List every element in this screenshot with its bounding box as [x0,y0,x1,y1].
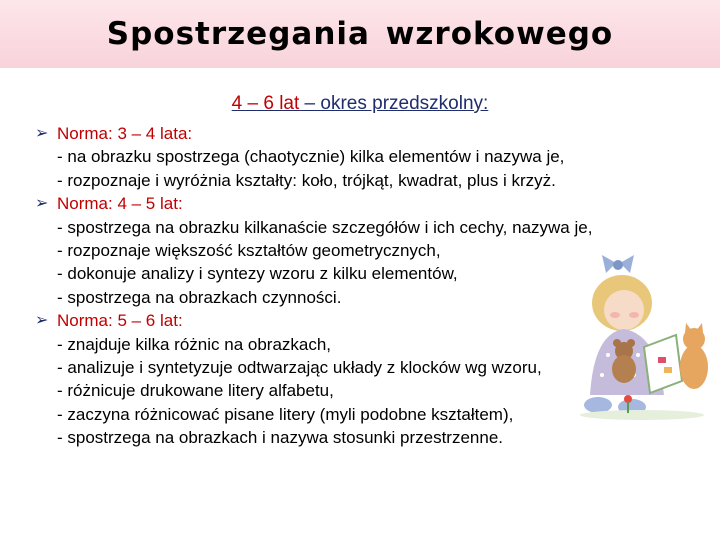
list-item: - na obrazku spostrzega (chaotycznie) kilka elementów i nazywa je, [57,147,565,167]
list-item: - rozpoznaje większość kształtów geometrycznych, [57,241,441,261]
list-item: - dokonuje analizy i syntezy wzoru z kilku elementów, [57,264,458,284]
list-item: - spostrzega na obrazku kilkanaście szczegółów i ich cechy, nazywa je, [57,217,593,237]
girl-reading-illustration [572,255,712,425]
arrow-bullet-icon: ➢ [35,125,49,142]
norm-label: Norma: 3 – 4 lata: [57,124,193,143]
norm-label: Norma: 4 – 5 lat: [57,194,183,214]
list-item: - spostrzega na obrazkach czynności. [57,287,342,307]
list-item: - znajduje kilka różnic na obrazkach, [57,334,332,354]
norm-heading [35,192,705,215]
norm-label: Norma: 5 – 6 lat: [57,311,183,331]
subtitle [0,93,720,115]
arrow-bullet-icon: ➢ [35,195,49,213]
page-title: Spostrzegania wzrokowego [106,16,614,52]
subtitle-rest: – okres przedszkolny: [299,93,489,114]
list-item: - różnicuje drukowane litery alfabetu, [57,381,334,401]
title-bar [0,0,720,68]
subtitle-ages: 4 – 6 lat [231,93,300,114]
list-item: - zaczyna różnicować pisane litery (myli podobne kształtem), [57,404,514,424]
arrow-bullet-icon: ➢ [35,312,49,330]
list-item: - rozpoznaje i wyróżnia kształty: koło, trójkąt, kwadrat, plus i krzyż. [57,170,556,190]
list-item: - spostrzega na obrazkach i nazywa stosunki przestrzenne. [57,428,504,448]
norm-heading [35,122,705,145]
list-item: - analizuje i syntetyzuje odtwarzając układy z klocków wg wzoru, [57,358,542,378]
